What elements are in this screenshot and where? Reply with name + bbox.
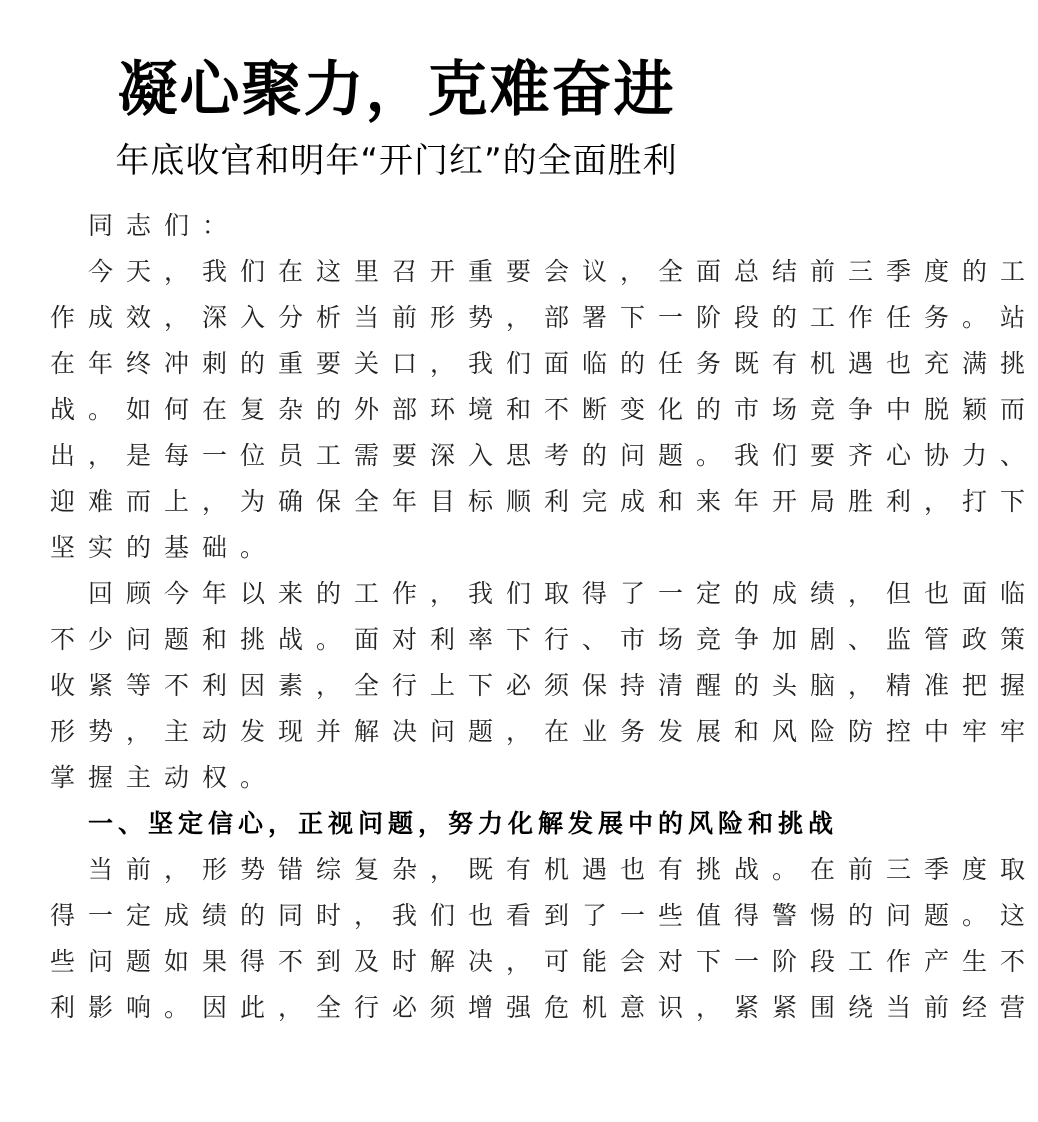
paragraph-line: 今天，我们在这里召开重要会议，全面总结前三季度的工 xyxy=(88,257,1038,286)
document-title: 凝心聚力，克难奋进 xyxy=(117,55,676,125)
document-body xyxy=(50,203,1038,1031)
paragraph-line: 形势，主动发现并解决问题，在业务发展和风险防控中牢牢 xyxy=(50,717,1038,746)
paragraph-line: 利影响。因此，全行必须增强危机意识，紧紧围绕当前经营 xyxy=(50,993,1038,1022)
paragraph-line: 作成效，深入分析当前形势，部署下一阶段的工作任务。站 xyxy=(50,303,1038,332)
paragraph-line: 当前，形势错综复杂，既有机遇也有挑战。在前三季度取 xyxy=(88,855,1038,884)
paragraph-line: 得一定成绩的同时，我们也看到了一些值得警惕的问题。这 xyxy=(50,901,1038,930)
paragraph-line: 战。如何在复杂的外部环境和不断变化的市场竞争中脱颖而 xyxy=(50,395,1038,424)
paragraph-line: 在年终冲刺的重要关口，我们面临的任务既有机遇也充满挑 xyxy=(50,349,1038,378)
paragraph-line: 回顾今年以来的工作，我们取得了一定的成绩，但也面临 xyxy=(88,579,1038,608)
paragraph-line: 不少问题和挑战。面对利率下行、市场竞争加剧、监管政策 xyxy=(50,625,1038,654)
paragraph-line: 出，是每一位员工需要深入思考的问题。我们要齐心协力、 xyxy=(50,441,1038,470)
paragraph-line: 坚实的基础。 xyxy=(50,533,279,562)
paragraph-line: 收紧等不利因素，全行上下必须保持清醒的头脑，精准把握 xyxy=(50,671,1038,700)
document-subtitle: 年底收官和明年“开门红”的全面胜利 xyxy=(115,141,678,181)
paragraph-line: 迎难而上，为确保全年目标顺利完成和来年开局胜利，打下 xyxy=(50,487,1038,516)
section-heading: 一、坚定信心，正视问题，努力化解发展中的风险和挑战 xyxy=(88,809,839,838)
paragraph-line: 些问题如果得不到及时解决，可能会对下一阶段工作产生不 xyxy=(50,947,1038,976)
salutation: 同志们： xyxy=(88,211,241,240)
paragraph-line: 掌握主动权。 xyxy=(50,763,279,792)
